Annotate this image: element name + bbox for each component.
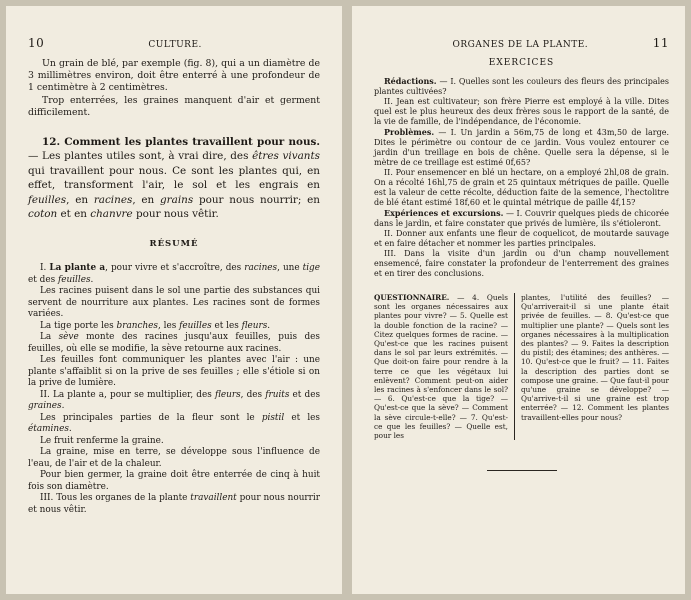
intro-paragraph-1: Un grain de blé, par exemple (fig. 8), qui a un diamètre de 3 millimètres environ, doit être enterré à une profondeur de 1 centimètre à 2 centimètres.	[28, 58, 320, 94]
problemes-label: Problèmes.	[384, 127, 435, 137]
left-page	[6, 6, 342, 594]
resume-title: RÉSUMÉ	[149, 239, 199, 250]
resume-item-5: Les feuilles font communiquer les plantes avec l'air : une plante s'affaiblit si on la prive de ses feuilles ; elle s'étiole si on la prive de lumière.	[28, 355, 320, 389]
problemes-1: Problèmes. — I. Un jardin a 56m,75 de long et 43m,50 de large. Dites le périmètre ou contour de ce jardin. Vous voulez entourer ce jardin d'un treillage en bois de chêne. Quelle sera la dépense, si le mètre de ce treillage est estimé 0f,65?	[374, 127, 669, 167]
resume-item-1: I. La plante a, pour vivre et s'accroître, des racines, une tige et des feuilles.	[28, 263, 320, 285]
resume-item-11: III. Tous les organes de la plante travaillent pour nous nourrir et nous vêtir.	[28, 493, 320, 515]
end-rule	[487, 470, 557, 471]
left-page-header	[28, 36, 320, 50]
questionnaire-right-column: plantes, l'utilité des feuilles? — Qu'arriverait-il si une plante était privée de feuilles. — 8. Qu'est-ce que multiplier une plante? — Quels sont les organes nécessaires à la multiplication des plantes? — 9. Faites la description du pistil; des étamines; des anthères. — 10. Qu'est-ce que le fruit? — 11. Faites la description des parties dont se compose une graine. — Que faut-il pour qu'une graine se développe? — Qu'arrive-t-il si une graine est trop enterrée? — 12. Comment les plantes travaillent-elles pour nous?	[514, 293, 669, 440]
page-number-right: 11	[652, 36, 669, 50]
redactions-1: Rédactions. — I. Quelles sont les couleurs des fleurs des principales plantes cultivées?	[374, 76, 669, 96]
right-page	[352, 6, 685, 594]
experiences-label: Expériences et excursions.	[384, 208, 504, 218]
experiences-3: III. Dans la visite d'un jardin ou d'un champ nouvellement ensemencé, faire constater la profondeur de l'enterrement des graines et en tirer des conclusions.	[374, 249, 669, 278]
resume-item-10: Pour bien germer, la graine doit être enterrée de cinq à huit fois son diamètre.	[28, 470, 320, 492]
resume-item-7: Les principales parties de la fleur sont le pistil et les étamines.	[28, 412, 320, 435]
redactions-label: Rédactions.	[384, 76, 437, 86]
resume-item-9: La graine, mise en terre, se développe sous l'influence de l'eau, de l'air et de la chaleur.	[28, 447, 320, 469]
problemes-2: II. Pour ensemencer en blé un hectare, on a employé 2hl,08 de grain. On a récolté 16hl,75 de grain et 25 quintaux métriques de paille. Quelle est la valeur de cette récolte, déduction faite de la semence, l'hectolitre de blé étant estimé 18f,60 et le quintal métrique de paille 4f,15?	[374, 168, 669, 207]
page-number-left: 10	[28, 36, 45, 50]
right-page-header	[374, 36, 669, 50]
experiences-1: Expériences et excursions. — I. Couvrir quelques pieds de chicorée dans le jardin, et faire constater que privés de lumière, ils s'étioleront.	[374, 208, 669, 228]
resume-item-6: II. La plante a, pour se multiplier, des fleurs, des fruits et des graines.	[28, 389, 321, 412]
experiences-2: II. Donner aux enfants une fleur de coquelicot, de moutarde sauvage et en faire détacher et nommer les parties principales.	[374, 229, 669, 248]
resume-item-2: Les racines puisent dans le sol une partie des substances qui servent de nourriture aux plantes. Les racines sont de formes variées.	[28, 286, 320, 320]
resume-item-8: Le fruit renferme la graine.	[40, 435, 164, 446]
questionnaire-left-column: QUESTIONNAIRE. — 4. Quels sont les organes nécessaires aux plantes pour vivre? — 5. Quelle est la double fonction de la racine? — Citez quelques formes de racine. — Qu'est-ce que les racines puisent dans le sol par leurs extrémités. — Que doit-on faire pour rendre à la terre ce que les végétaux lui enlèvent? Comment peut-on aider les racines à s'enfoncer dans le sol? — 6. Qu'est-ce que la tige? — Qu'est-ce que la sève? — Comment la sève circule-t-elle? — 7. Qu'est-ce que les feuilles? — Quelle est, pour les	[374, 293, 508, 441]
resume-item-3: La tige porte les branches, les feuilles et les fleurs.	[40, 320, 271, 331]
section-12-paragraph: 12. Comment les plantes travaillent pour nous. — Les plantes utiles sont, à vrai dire, des êtres vivants qui travaillent pour nous. Ce sont les plantes qui, en effet, transforment l'air, le sol et les engrais en feuilles, en racines, en grains pour nous nourrir; en coton et en chanvre pour nous vêtir.	[28, 136, 320, 221]
section-heading: 12. Comment les plantes travaillent pour nous.	[42, 136, 320, 149]
redactions-2: II. Jean est cultivateur; son frère Pierre est employé à la ville. Dites quel est le plus heureux des deux frères sous le rapport de la santé, de la vie de famille, de l'indépendance, de l'économie.	[374, 97, 669, 126]
resume-item-4: La sève monte des racines jusqu'aux feuilles, puis des feuilles, où elle se modifie, la sève retourne aux racines.	[28, 332, 320, 354]
running-head-left: CULTURE.	[148, 40, 202, 50]
exercises-title: EXERCICES	[488, 58, 555, 68]
running-head-right: ORGANES DE LA PLANTE.	[452, 40, 589, 50]
intro-paragraph-2: Trop enterrées, les graines manquent d'air et germent difficilement.	[28, 94, 320, 118]
questionnaire-label: QUESTIONNAIRE.	[374, 293, 450, 302]
questionnaire	[374, 293, 669, 440]
